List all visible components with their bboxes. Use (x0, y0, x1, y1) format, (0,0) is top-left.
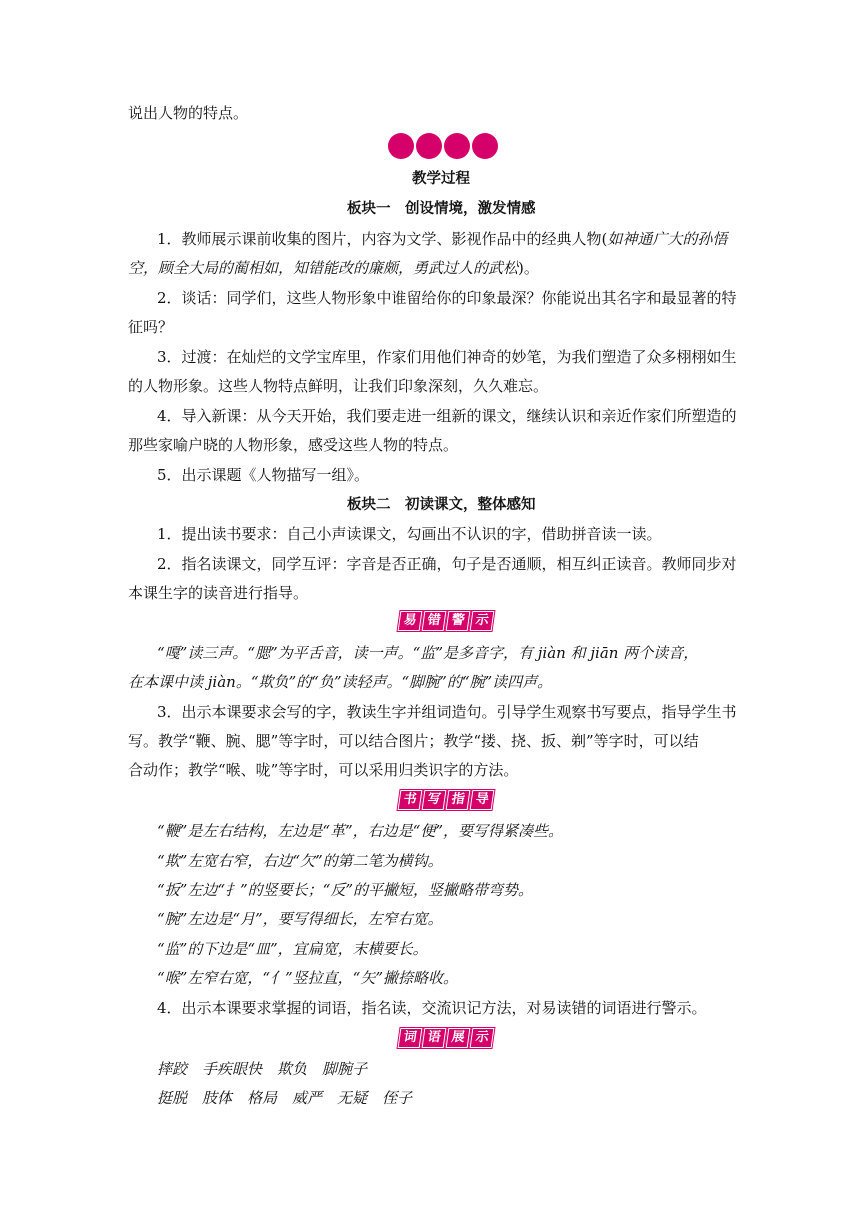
section2-p3-line3: 合动作；教学“喉、咙”等字时，可以采用归类识字的方法。 (128, 761, 519, 779)
section1-p3-line2: 的人物形象。这些人物特点鲜明，让我们印象深刻，久久难忘。 (128, 377, 549, 395)
warning-line2: 在本课中读 jiàn。“欺负”的“负”读轻声。“脚腕”的“腕”读四声。 (128, 673, 553, 691)
word-list-line2: 挺脱 肢体 格局 威严 无疑 侄子 (157, 1089, 413, 1107)
badge-writing-guide: 书 写 指 导 (396, 789, 496, 811)
section2-p2-line2: 本课生字的读音进行指导。 (128, 584, 309, 602)
page-title: 教学过程 (412, 171, 470, 187)
intro-tail: 说出人物的特点。 (128, 104, 249, 122)
guide-item: “欺”左宽右窄，右边“欠”的第二笔为横钩。 (157, 852, 443, 870)
guide-item: “喉”左窄右宽，“亻”竖拉直，“矢”撇捺略收。 (157, 969, 459, 987)
section1-p3-line1: 3．过渡：在灿烂的文学宝库里，作家们用他们神奇的妙笔，为我们塑造了众多栩栩如生 (157, 348, 737, 366)
section1-p5: 5．出示课题《人物描写一组》。 (157, 466, 370, 484)
section1-p2-line2: 征吗？ (128, 318, 174, 336)
badge-error-warning: 易 错 警 示 (396, 610, 496, 632)
section2-p1: 1．提出读书要求：自己小声读课文，勾画出不认识的字，借助拼音读一读。 (157, 525, 662, 543)
section1-p4-line1: 4．导入新课：从今天开始，我们要走进一组新的课文，继续认识和亲近作家们所塑造的 (157, 407, 737, 425)
section1-p2-line1: 2．谈话：同学们，这些人物形象中谁留给你的印象最深？你能说出其名字和最显著的特 (157, 289, 737, 307)
section2-p2-line1: 2．指名读课文，同学互评：字音是否正确，句子是否通顺，相互纠正读音。教师同步对 (157, 555, 737, 573)
section1-heading: 板块一 创设情境，激发情感 (347, 201, 536, 217)
guide-item: “监”的下边是“皿”，宜扁宽，末横要长。 (157, 940, 428, 958)
section1-p1-line2: 空，顾全大局的蔺相如，知错能改的廉颇，勇武过人的武松)。 (128, 259, 539, 277)
decorative-dots (386, 131, 502, 161)
section2-p4: 4．出示本课要求掌握的词语，指名读，交流识记方法，对易读错的词语进行警示。 (157, 999, 707, 1017)
section2-p3-line1: 3．出示本课要求会写的字，教读生字并组词造句。引导学生观察书写要点，指导学生书 (157, 703, 737, 721)
guide-item: “腕”左边是“月”，要写得细长，左窄右宽。 (157, 910, 443, 928)
section2-p3-line2: 写。教学“鞭、腕、腮”等字时，可以结合图片；教学“搂、挠、扳、剃”等字时，可以结 (128, 732, 699, 750)
guide-item: “扳”左边“扌”的竖要长；“反”的平撇短，竖撇略带弯势。 (157, 881, 534, 899)
section2-heading: 板块二 初读课文，整体感知 (347, 497, 536, 513)
section1-p4-line2: 那些家喻户晓的人物形象，感受这些人物的特点。 (128, 436, 459, 454)
guide-item: “鞭”是左右结构，左边是“革”，右边是“便”，要写得紧凑些。 (157, 822, 564, 840)
word-list-line1: 摔跤 手疾眼快 欺负 脚腕子 (157, 1060, 368, 1078)
warning-line1: “嘎”读三声。“腮”为平舌音，读一声。“监”是多音字，有 jiàn 和 jiān 两个读音， (157, 644, 699, 662)
section1-p1-line1: 1．教师展示课前收集的图片，内容为文学、影视作品中的经典人物(如神通广大的孙悟 (157, 230, 728, 248)
badge-word-display: 词 语 展 示 (396, 1027, 496, 1049)
